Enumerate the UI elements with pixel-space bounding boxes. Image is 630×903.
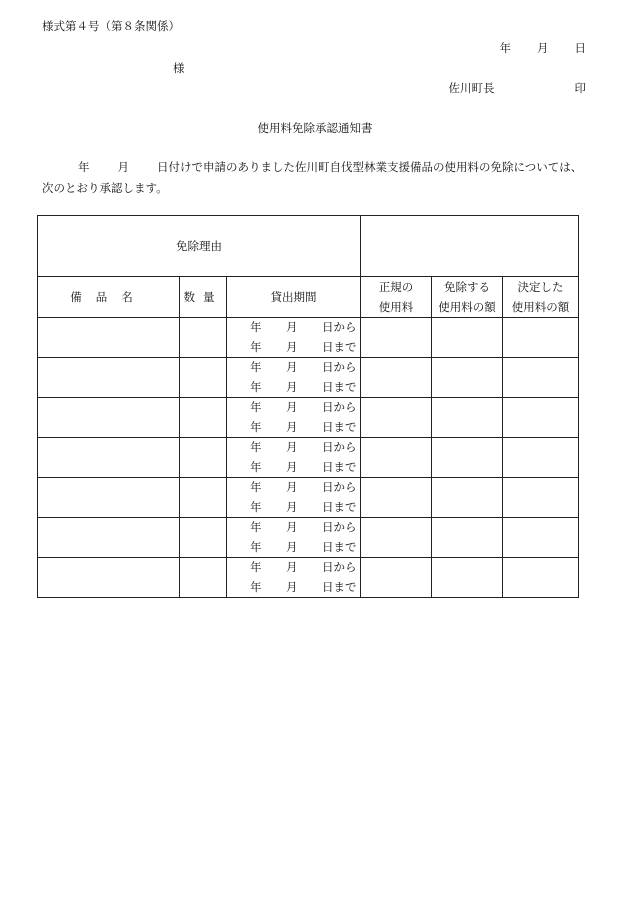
- quantity-cell[interactable]: [180, 358, 227, 398]
- table-row: [38, 318, 579, 358]
- period-month-label: 月: [286, 440, 298, 454]
- decided-fee-cell[interactable]: [503, 398, 579, 438]
- quantity-cell[interactable]: [180, 318, 227, 358]
- period-day-from-label: 日から: [322, 480, 357, 494]
- table-row: [38, 478, 579, 518]
- reason-label: 免除理由: [38, 216, 361, 277]
- regular-fee-cell[interactable]: [361, 398, 432, 438]
- regular-fee-cell[interactable]: [361, 358, 432, 398]
- period-day-from-label: 日から: [322, 440, 357, 454]
- rental-period-cell[interactable]: [227, 318, 361, 358]
- item-name-cell[interactable]: [38, 398, 180, 438]
- period-day-from-label: 日から: [322, 320, 357, 334]
- decided-fee-cell[interactable]: [503, 478, 579, 518]
- period-from-line: [250, 558, 360, 578]
- reason-row: [38, 216, 579, 277]
- period-day-to-label: 日まで: [322, 499, 357, 514]
- header-rental-period: 貸出期間: [227, 277, 361, 318]
- seal-mark: 印: [574, 81, 586, 95]
- header-item-name: 備品名: [38, 277, 180, 318]
- reason-value-cell[interactable]: [361, 216, 579, 277]
- period-from-line: [250, 398, 360, 418]
- header-decided-fee: 決定した 使用料の額: [503, 277, 579, 318]
- period-month-label: 月: [286, 400, 298, 414]
- issuer-name: 佐川町長: [448, 81, 495, 95]
- header-regular-fee: 正規の 使用料: [361, 277, 432, 318]
- date-month-label: 月: [537, 41, 549, 55]
- period-to-line: [250, 378, 360, 398]
- item-name-cell[interactable]: [38, 358, 180, 398]
- quantity-cell[interactable]: [180, 558, 227, 598]
- regular-fee-cell[interactable]: [361, 478, 432, 518]
- period-year-label: 年: [250, 440, 262, 454]
- period-to-line: [250, 458, 360, 478]
- period-year-label: 年: [250, 400, 262, 414]
- period-month-label: 月: [286, 320, 298, 334]
- regular-fee-cell[interactable]: [361, 518, 432, 558]
- body-year-label: 年: [78, 160, 90, 174]
- body-month-label: 月: [117, 160, 129, 174]
- period-to-line: [250, 418, 360, 438]
- decided-fee-cell[interactable]: [503, 358, 579, 398]
- table-row: [38, 518, 579, 558]
- item-name-cell[interactable]: [38, 478, 180, 518]
- period-day-from-label: 日から: [322, 360, 357, 374]
- rental-period-cell[interactable]: [227, 478, 361, 518]
- regular-fee-cell[interactable]: [361, 318, 432, 358]
- period-year-label: 年: [250, 419, 262, 434]
- period-day-to-label: 日まで: [322, 339, 357, 354]
- quantity-cell[interactable]: [180, 478, 227, 518]
- period-year-label: 年: [250, 480, 262, 494]
- exempt-fee-cell[interactable]: [432, 518, 503, 558]
- exempt-fee-cell[interactable]: [432, 558, 503, 598]
- item-name-cell[interactable]: [38, 518, 180, 558]
- period-to-line: [250, 538, 360, 558]
- header-quantity: 数量: [180, 277, 227, 318]
- period-month-label: 月: [286, 419, 298, 434]
- period-to-line: [250, 578, 360, 598]
- period-from-line: [250, 438, 360, 458]
- regular-fee-cell[interactable]: [361, 438, 432, 478]
- period-day-from-label: 日から: [322, 560, 357, 574]
- period-month-label: 月: [286, 539, 298, 554]
- period-month-label: 月: [286, 339, 298, 354]
- period-day-to-label: 日まで: [322, 419, 357, 434]
- exempt-fee-cell[interactable]: [432, 438, 503, 478]
- document-title: 使用料免除承認通知書: [257, 121, 373, 135]
- table-body: [38, 318, 579, 598]
- regular-fee-cell[interactable]: [361, 558, 432, 598]
- period-year-label: 年: [250, 459, 262, 474]
- quantity-cell[interactable]: [180, 518, 227, 558]
- period-month-label: 月: [286, 520, 298, 534]
- period-day-to-label: 日まで: [322, 459, 357, 474]
- table-row: [38, 358, 579, 398]
- period-year-label: 年: [250, 560, 262, 574]
- rental-period-cell[interactable]: [227, 358, 361, 398]
- period-month-label: 月: [286, 379, 298, 394]
- exempt-fee-cell[interactable]: [432, 358, 503, 398]
- period-from-line: [250, 358, 360, 378]
- period-month-label: 月: [286, 459, 298, 474]
- rental-period-cell[interactable]: [227, 398, 361, 438]
- period-year-label: 年: [250, 379, 262, 394]
- period-month-label: 月: [286, 360, 298, 374]
- header-row: [38, 277, 579, 318]
- issuer-line: [449, 80, 587, 96]
- body-text: 日付けで申請のありました佐川町自伐型林業支援備品の使用料の免除については、次のとおり承認します。: [42, 160, 583, 195]
- period-year-label: 年: [250, 339, 262, 354]
- issue-date: [500, 40, 587, 56]
- period-to-line: [250, 338, 360, 358]
- decided-fee-cell[interactable]: [503, 518, 579, 558]
- notice-body: [42, 157, 590, 199]
- form-number: 様式第４号（第８条関係）: [42, 19, 180, 33]
- period-year-label: 年: [250, 579, 262, 594]
- decided-fee-cell[interactable]: [503, 318, 579, 358]
- period-day-from-label: 日から: [322, 520, 357, 534]
- period-year-label: 年: [250, 499, 262, 514]
- quantity-cell[interactable]: [180, 398, 227, 438]
- period-month-label: 月: [286, 579, 298, 594]
- period-month-label: 月: [286, 480, 298, 494]
- rental-period-cell[interactable]: [227, 558, 361, 598]
- item-name-cell[interactable]: [38, 318, 180, 358]
- period-year-label: 年: [250, 360, 262, 374]
- period-day-to-label: 日まで: [322, 579, 357, 594]
- period-month-label: 月: [286, 499, 298, 514]
- exemption-table: [37, 215, 579, 598]
- exempt-fee-cell[interactable]: [432, 478, 503, 518]
- exempt-fee-cell[interactable]: [432, 398, 503, 438]
- period-year-label: 年: [250, 320, 262, 334]
- table-row: [38, 558, 579, 598]
- period-year-label: 年: [250, 539, 262, 554]
- period-day-from-label: 日から: [322, 400, 357, 414]
- period-to-line: [250, 498, 360, 518]
- rental-period-cell[interactable]: [227, 518, 361, 558]
- period-year-label: 年: [250, 520, 262, 534]
- table-row: [38, 438, 579, 478]
- item-name-cell[interactable]: [38, 438, 180, 478]
- item-name-cell[interactable]: [38, 558, 180, 598]
- period-day-to-label: 日まで: [322, 539, 357, 554]
- date-day-label: 日: [574, 41, 586, 55]
- exempt-fee-cell[interactable]: [432, 318, 503, 358]
- period-from-line: [250, 518, 360, 538]
- decided-fee-cell[interactable]: [503, 558, 579, 598]
- period-month-label: 月: [286, 560, 298, 574]
- period-from-line: [250, 478, 360, 498]
- period-day-to-label: 日まで: [322, 379, 357, 394]
- header-exempt-fee: 免除する 使用料の額: [432, 277, 503, 318]
- period-from-line: [250, 318, 360, 338]
- date-year-label: 年: [499, 41, 511, 55]
- table-row: [38, 398, 579, 438]
- rental-period-cell[interactable]: [227, 438, 361, 478]
- quantity-cell[interactable]: [180, 438, 227, 478]
- addressee-suffix: 様: [173, 61, 185, 75]
- decided-fee-cell[interactable]: [503, 438, 579, 478]
